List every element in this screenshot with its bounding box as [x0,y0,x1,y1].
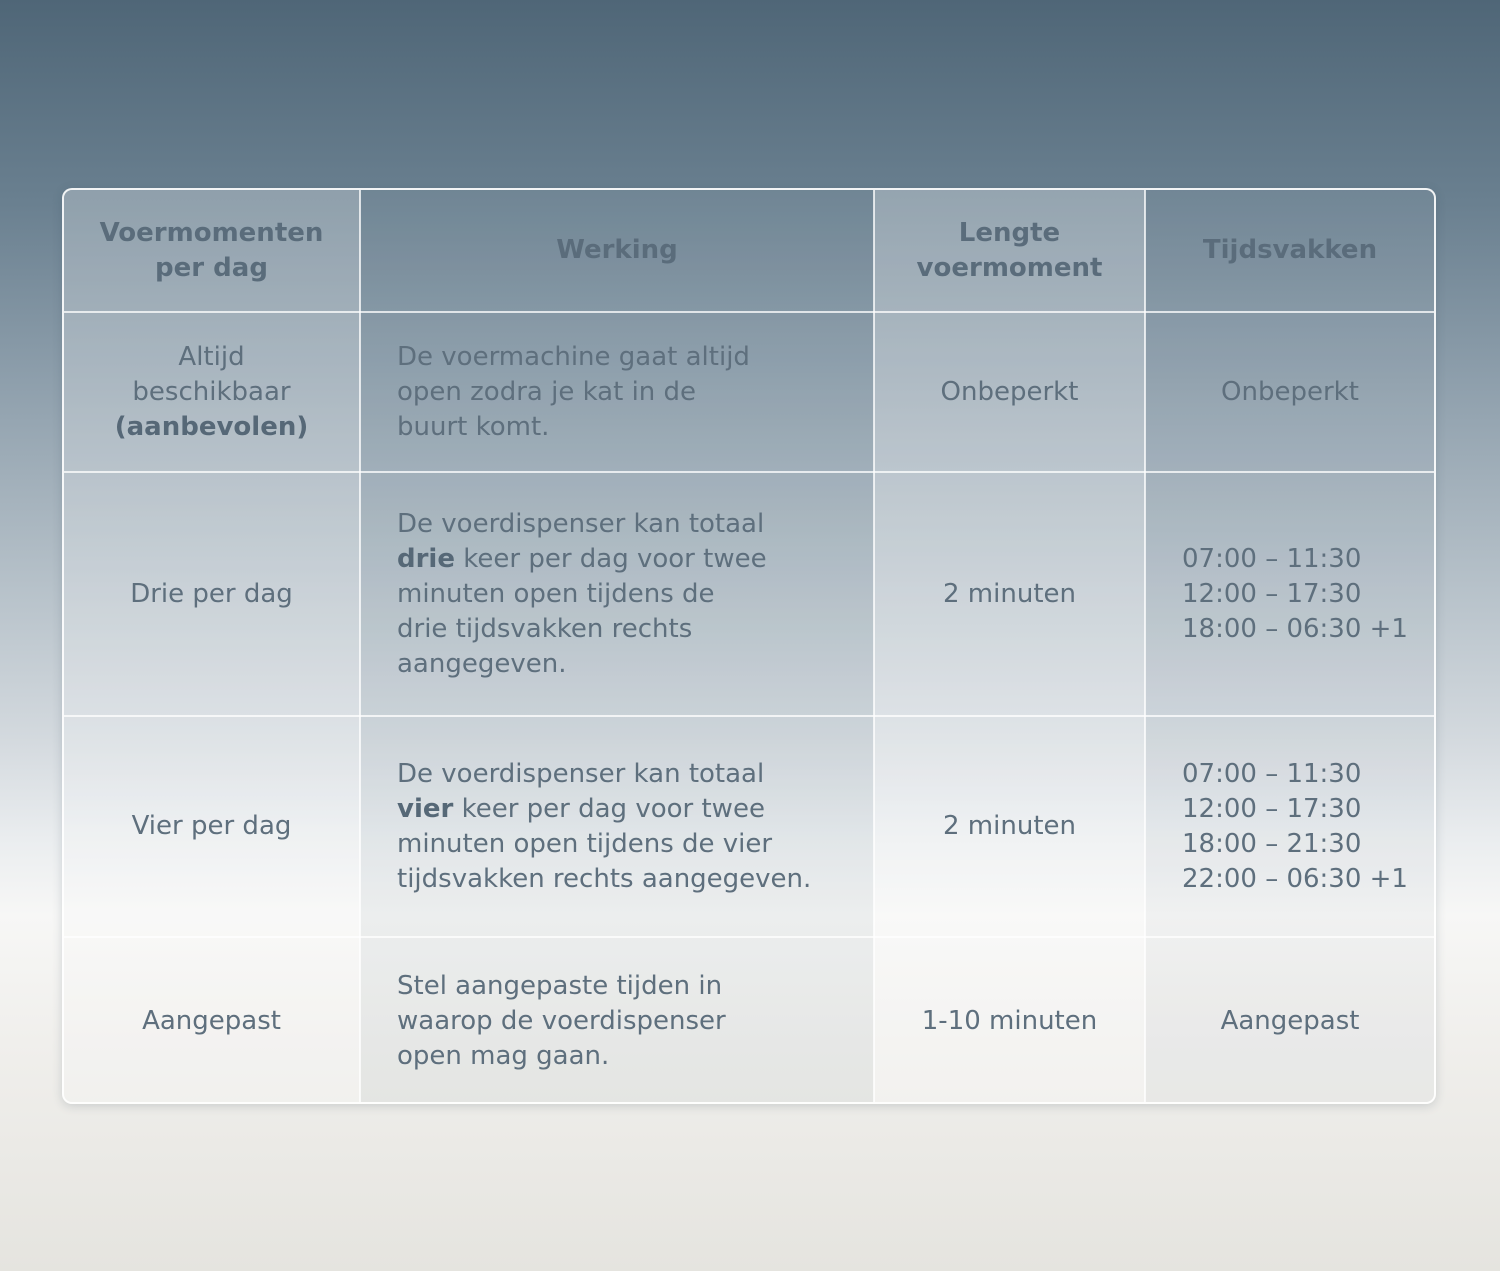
table-row [64,472,1434,716]
row-lengte: 1-10 minuten [874,937,1145,1104]
time-slot: 12:00 – 17:30 [1182,793,1362,824]
row-name: Aangepast [64,937,360,1104]
count-emphasis: drie [397,543,455,574]
row-werking: De voermachine gaat altijd open zodra je kat in de buurt komt. [360,312,874,472]
time-slot: 12:00 – 17:30 [1182,578,1362,609]
feeding-schedule-card [62,188,1436,1104]
row-tijdsvakken [1145,472,1434,716]
header-tijdsvakken: Tijdsvakken [1145,190,1434,312]
time-slot: 07:00 – 11:30 [1182,543,1362,574]
header-werking: Werking [360,190,874,312]
time-slot: 22:00 – 06:30 +1 [1182,863,1408,894]
row-name: Drie per dag [64,472,360,716]
row-name: Vier per dag [64,716,360,937]
count-emphasis: vier [397,793,454,824]
row-werking: De voerdispenser kan totaal drie keer per dag voor twee minuten open tijdens de drie tijdsvakken rechts aangegeven. [360,472,874,716]
feeding-schedule-table [64,190,1434,1104]
recommended-label: (aanbevolen) [114,411,309,442]
time-slot: 07:00 – 11:30 [1182,758,1362,789]
row-lengte: 2 minuten [874,472,1145,716]
table-row [64,937,1434,1104]
header-lengte: Lengte voermoment [874,190,1145,312]
row-werking: Stel aangepaste tijden in waarop de voerdispenser open mag gaan. [360,937,874,1104]
row-lengte: 2 minuten [874,716,1145,937]
row-tijdsvakken [1145,716,1434,937]
table-row [64,312,1434,472]
row-tijdsvakken: Onbeperkt [1145,312,1434,472]
row-werking: De voerdispenser kan totaal vier keer per dag voor twee minuten open tijdens de vier tijdsvakken rechts aangegeven. [360,716,874,937]
table-header-row [64,190,1434,312]
row-lengte: Onbeperkt [874,312,1145,472]
row-name: Altijd beschikbaar (aanbevolen) [64,312,360,472]
time-slot: 18:00 – 21:30 [1182,828,1362,859]
time-slot: 18:00 – 06:30 +1 [1182,613,1408,644]
table-row [64,716,1434,937]
header-voermomenten: Voermomenten per dag [64,190,360,312]
row-tijdsvakken: Aangepast [1145,937,1434,1104]
